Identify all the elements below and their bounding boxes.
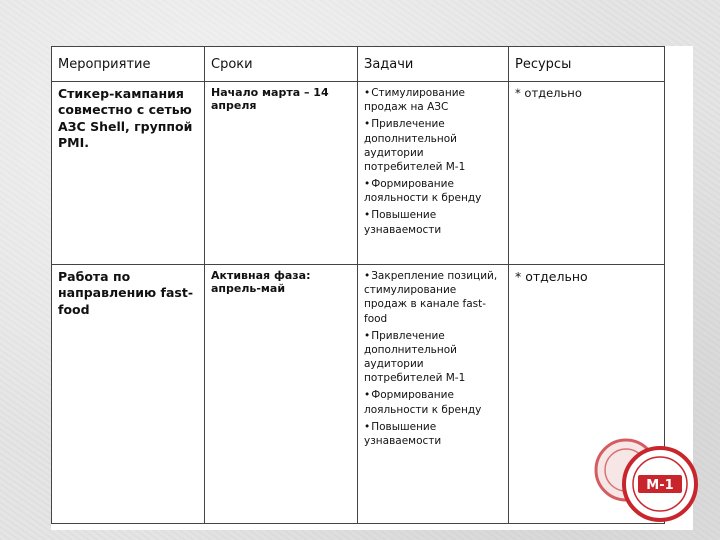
tasks-cell — [358, 82, 509, 265]
task-item: • Повышение узнаваемости — [364, 420, 502, 448]
resources-cell: * отдельно — [509, 265, 665, 524]
timing-cell: Начало марта – 14 апреля — [205, 82, 358, 265]
table-header-row — [52, 47, 665, 82]
table-row — [52, 265, 665, 524]
timing-cell: Активная фаза: апрель-май — [205, 265, 358, 524]
tasks-list — [364, 86, 502, 237]
m1-stamp-logo-icon — [592, 426, 700, 534]
event-cell: Работа по направлению fast-food — [52, 265, 205, 524]
tasks-cell — [358, 265, 509, 524]
header-cell-resources: Ресурсы — [509, 47, 665, 82]
task-item: • Повышение узнаваемости — [364, 208, 502, 236]
header-cell-timing: Сроки — [205, 47, 358, 82]
resources-cell: * отдельно — [509, 82, 665, 265]
header-cell-tasks: Задачи — [358, 47, 509, 82]
event-cell: Стикер-кампания совместно с сетью АЗС Shell, группой PMI. — [52, 82, 205, 265]
task-item: • Формирование лояльности к бренду — [364, 177, 502, 205]
table-row — [52, 82, 665, 265]
task-item: • Привлечение дополнительной аудитории потребителей М-1 — [364, 329, 502, 386]
header-cell-event: Мероприятие — [52, 47, 205, 82]
task-item: • Формирование лояльности к бренду — [364, 388, 502, 416]
plan-table — [51, 46, 665, 524]
task-item: • Закрепление позиций, стимулирование продаж в канале fast-food — [364, 269, 502, 326]
tasks-list — [364, 269, 502, 448]
logo-text: M-1 — [646, 478, 674, 493]
task-item: • Стимулирование продаж на АЗС — [364, 86, 502, 114]
task-item: • Привлечение дополнительной аудитории потребителей М-1 — [364, 117, 502, 174]
